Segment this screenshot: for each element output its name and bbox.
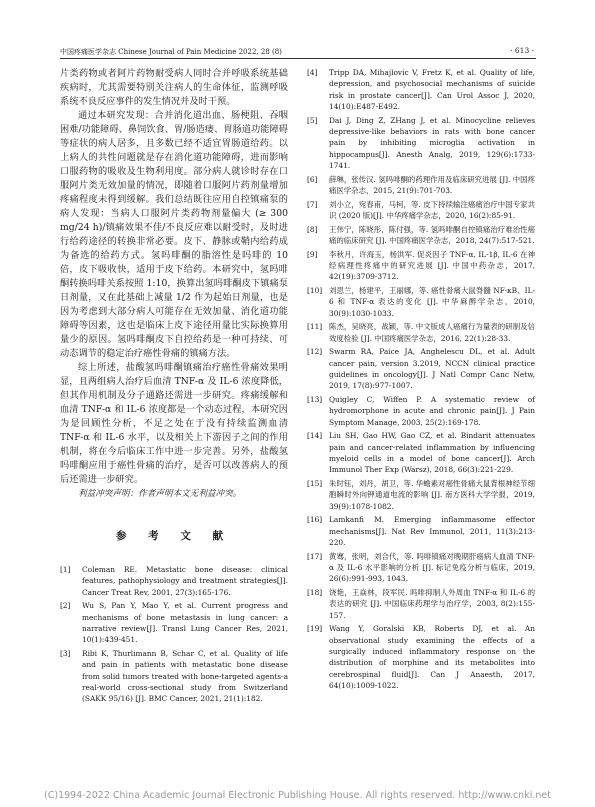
header-rule xyxy=(60,58,536,59)
reference-text: 刘小立，宛春甫，马柯，等. 皮下持续输注癌痛治疗中国专家共识 (2020 版)[J]. 中华疼痛学杂志，2020, 16(2):85-91. xyxy=(329,199,535,221)
reference-text: Wang Y, Goralski KB, Roberts DJ, et al. An observational study examining the effects of a surgically induced inflammatory response on the distribution of morphine and its metabolites into cerebrospinal fluid[J]. Can J Anaesth, 2017, 64(10):1009-1022. xyxy=(329,624,535,690)
reference-number: [8] xyxy=(307,224,318,234)
reference-item xyxy=(307,394,535,428)
reference-text: 朱时钰，刘丹，胡卫，等. 华蟾素对癌性骨痛大鼠背根神经节细胞瞬时外向钾通道电流的影响 [J]. 南方医科大学学报，2019, 39(9):1078-1082. xyxy=(329,478,535,511)
reference-text: 李秋月，许海玉，杨洪军. 促炎因子 TNF-α, IL-1β, IL-6 在神经病理性疼痛中的研究进展 [J]. 中国中药杂志，2017, 42(19):3709-3712. xyxy=(329,249,535,282)
reference-text: Ribi K, Thurlimann B, Schar C, et al. Quality of life and pain in patients with metastatic bone disease from solid tumors treated with bone-targeted agents-a real-world cross-sectional study from Switzerland (SAKK 95/16) [J]. BMC Cancer, 2021, 21(1):182. xyxy=(82,649,288,704)
reference-item xyxy=(307,115,535,172)
reference-number: [14] xyxy=(307,431,323,441)
reference-number: [13] xyxy=(307,394,323,404)
reference-number: [12] xyxy=(307,347,323,357)
copyright-footer: (C)1994-2022 China Academic Journal Electronic Publishing House. All rights reserved. http://www.cnki.net xyxy=(44,790,551,801)
reference-item xyxy=(307,587,535,621)
reference-number: [9] xyxy=(307,249,318,259)
reference-item xyxy=(307,623,535,691)
reference-text: Tripp DA, Mihajlovic V, Fretz K, et al. Quality of life, depression, and psychosocial mechanisms of suicide risk in prostate cancer[J]. Can Urol Assoc J, 2020, 14(10):E487-E492. xyxy=(329,68,535,112)
reference-text: 饶艳，王焱林，段军民. 吗啡抑制人外周血 TNF-α 和 IL-6 的表达的研究 [J]. 中国临床药理学与治疗学，2003, 8(2):155-157. xyxy=(329,587,535,620)
running-header-journal: 中国疼痛医学杂志 Chinese Journal of Pain Medicine 2022, 28 (8) xyxy=(60,48,282,56)
reference-number: [6] xyxy=(307,174,318,184)
reference-item xyxy=(307,67,535,112)
reference-number: [18] xyxy=(307,587,323,597)
reference-text: Dai J, Ding Z, ZHang J, et al. Minocycline relieves depressive-like behaviors in rats with bone cancer pain by inhibiting microglia activation in hippocampus[J]. Anesth Analg, 2019, 129(6):1733-1741. xyxy=(329,115,535,171)
reference-number: [11] xyxy=(307,322,323,332)
reference-text: Quigley C, Wiffen P. A systematic review of hydromorphone in acute and chronic pain[J]. J Pain Symptom Manage, 2003, 25(2):169-178. xyxy=(329,394,535,427)
reference-number: [3] xyxy=(60,649,71,658)
reference-text: 陈杰，吴晓亮，战颖，等. 中文版成人癌痛行为量表的研制及信效度检验 [J]. 中国疼痛医学杂志，2016, 22(1):28-33. xyxy=(329,322,535,343)
reference-list-left xyxy=(60,564,288,705)
page-number: · 613 · xyxy=(510,46,534,55)
reference-item xyxy=(60,600,288,645)
reference-list-right xyxy=(307,67,535,691)
reference-item xyxy=(307,174,535,197)
reference-number: [5] xyxy=(307,115,318,125)
reference-number: [10] xyxy=(307,285,323,295)
reference-item xyxy=(60,564,288,598)
references-heading: 参 考 文 献 xyxy=(116,530,232,542)
left-column xyxy=(60,67,288,707)
reference-item xyxy=(307,478,535,512)
reference-item xyxy=(307,249,535,283)
body-paragraph-1: 片类药物或者阿片药物耐受病人同时合并呼吸系统基础疾病时，尤其需要特别关注病人的生命体征，监测呼吸系统不良反应事件的发生情况并及时干预。 xyxy=(60,68,288,107)
reference-item xyxy=(307,430,535,475)
reference-number: [16] xyxy=(307,515,323,525)
reference-number: [1] xyxy=(60,565,71,574)
reference-item xyxy=(307,224,535,247)
reference-text: Wu S, Pan Y, Mao Y, et al. Current progress and mechanisms of bone metastasis in lung cancer: a narrative review[J]. Transl Lung Cancer Res, 2021, 10(1):439-451. xyxy=(82,601,288,645)
reference-number: [7] xyxy=(307,199,318,209)
reference-text: Swarm RA, Paice JA, Anghelescu DL, et al. Adult cancer pain, version 3.2019, NCCN clinical practice guidelines in oncology[J]. J Natl Compr Canc Netw, 2019, 17(8):977-1007. xyxy=(329,347,535,391)
reference-text: Lamkanfi M. Emerging inflammasome effector mechanisms[J]. Nat Rev Immunol, 2011, 11(3):213-220. xyxy=(329,515,535,547)
body-paragraph-3: 综上所述，盐酸氢吗啡酮镇痛治疗癌性骨痛效果明显，且两组病人治疗后血清 TNF-α 及 IL-6 浓度降低，但其作用机制及分子通路还需进一步研究。疼痛缓解和血清 TNF-α 和 IL-6 浓度都是一个动态过程，本研究因为是回顾性分析，不足之处在于没有持续监测血清 TNF-α 和 IL-6 水平，以及相关上下游因子之间的作用机制，将在今后临床工作中进一步完善。另外，盐酸氢吗啡酮应用于癌性骨痛的治疗，是否可以改善病人的预后还需进一步研究。 xyxy=(60,362,288,485)
reference-item xyxy=(307,346,535,391)
reference-number: [19] xyxy=(307,624,323,634)
reference-number: [2] xyxy=(60,601,71,611)
reference-item xyxy=(60,648,288,705)
reference-number: [17] xyxy=(307,551,323,561)
reference-text: Liu SH, Gao HW, Gao CZ, et al. Bindarit attenuates pain and cancer-related inflammation by influencing myeloid cells in a model of bone cancer[J]. Arch Immunol Ther Exp (Warsz), 2018, 66(3):221-229. xyxy=(329,431,535,475)
reference-text: 薛琳，张传汉. 氢吗啡酮的药理作用及临床研究进展 [J]. 中国疼痛医学杂志，2015, 21(9):701-703. xyxy=(329,174,535,196)
body-paragraph-2: 通过本研究发现：合并消化道出血、肠梗阻、吞咽困难/功能障碍、鼻饲饮食、胃/肠造瘘、胃肠道功能障碍等症状的病人居多，且多数已经不适宜胃肠道给药。以上病人的共性问题就是存在消化道功能障碍，进而影响口服药物的吸收及生物利用度。部分病人就诊时存在口服阿片类无效加量的情况，即随着口服阿片药剂量增加疼痛程度未得到缓解。我们总结既往应用自控镇痛泵的病人发现：当病人口服阿片类药物剂量偏大 (≥ 300 mg/24 h)/镇痛效果不佳/不良反应难以耐受时，及时进行给药途径的转换非常必要。皮下、静脉或鞘内给药成为备选的给药方式。氢吗啡酮的脂溶性是吗啡的 10 倍，皮下吸收快，适用于皮下给药。本研究中，氢吗啡酮转换吗啡关系按照 1:10，换算出氢吗啡酮皮下镇痛泵日剂量，又在此基础上减量 1/2 作为起始日剂量，也是因为考虑到大部分病人可能存在无效加量、消化道功能障碍等因素，这也是临床上皮下途径用量比实际换算用量少的原因。氢吗啡酮皮下自控给药是一种可持续、可动态调节的稳定治疗癌性骨痛的镇痛方法。 xyxy=(60,110,288,359)
reference-item xyxy=(307,199,535,222)
reference-item xyxy=(307,321,535,344)
reference-text: 刘思兰，杨建平，王丽娜，等. 癌性骨痛大鼠脊髓 NF-κB、IL-6 和 TNF-α 表达的变化 [J]. 中华麻醉学杂志，2010, 30(9):1030-1033. xyxy=(329,285,535,318)
reference-item xyxy=(307,285,535,319)
reference-text: 王伟宁，陈晓彤，陈付强，等. 氢吗啡酮自控镇痛治疗难治性癌痛的临床研究 [J]. 中国疼痛医学杂志，2018, 24(7):517-521. xyxy=(329,224,535,245)
reference-item xyxy=(307,514,535,548)
reference-text: Coleman RE. Metastatic bone disease: clinical features, pathophysiology and treatment strategies[J]. Cancer Treat Rev, 2001, 27(3):165-176. xyxy=(82,565,288,597)
reference-text: 黄骞，张明，刘合代，等. 吗啡镇痛对晚期肝癌病人血清 TNF-α 及 IL-6 水平影响的分析 [J]. 标记免疫分析与临床，2019, 26(6):991-993, 1043. xyxy=(329,551,535,584)
reference-number: [15] xyxy=(307,478,323,488)
reference-item xyxy=(307,551,535,585)
reference-number: [4] xyxy=(307,68,318,77)
right-column xyxy=(307,67,535,694)
conflict-of-interest-note: 利益冲突声明：作者声明本文无利益冲突。 xyxy=(78,489,242,499)
